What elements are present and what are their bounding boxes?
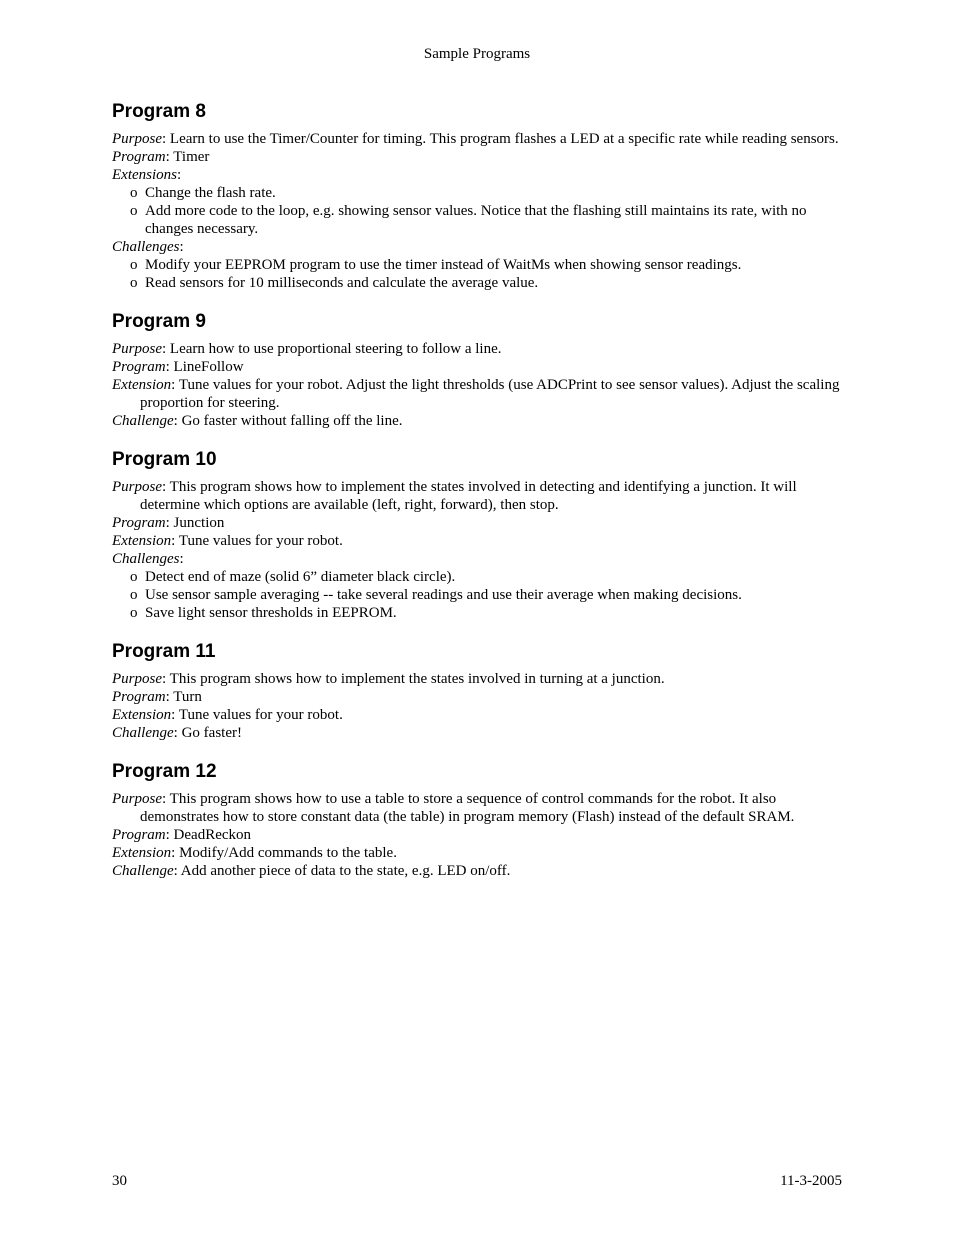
list-item bbox=[130, 568, 842, 586]
field-value: Modify/Add commands to the table. bbox=[179, 845, 397, 861]
list-item bbox=[130, 184, 842, 202]
field-label: Extension bbox=[112, 707, 172, 723]
field-label: Extension bbox=[112, 533, 172, 549]
section-heading: Program 12 bbox=[112, 761, 217, 782]
field-value: Learn to use the Timer/Counter for timing. This program flashes a LED at a specific rate while reading sensors. bbox=[169, 131, 839, 147]
field-line: Challenges: bbox=[112, 239, 184, 255]
list-item bbox=[130, 274, 842, 292]
field-line: Challenge: Go faster without falling off the line. bbox=[112, 413, 403, 429]
bullet-icon: o bbox=[130, 587, 138, 603]
field-line: Purpose: Learn to use the Timer/Counter for timing. This program flashes a LED at a specific rate while reading sensors. bbox=[112, 131, 839, 147]
field-line: Purpose: Learn how to use proportional steering to follow a line. bbox=[112, 341, 502, 357]
program-section bbox=[112, 760, 842, 880]
field-label: Extensions bbox=[112, 167, 177, 183]
bullet-icon: o bbox=[130, 203, 138, 219]
field-line: Purpose: This program shows how to implement the states involved in turning at a junction. bbox=[112, 671, 665, 687]
field-label: Purpose bbox=[112, 671, 162, 687]
running-head: Sample Programs bbox=[423, 46, 531, 62]
bullet-list bbox=[112, 568, 842, 622]
field-label: Program bbox=[112, 359, 166, 375]
field-line: Purpose: This program shows how to use a table to store a sequence of control commands for the robot. It also demonstrates how to store constant data (the table) in program memory (Flash) instead of the default SRAM. bbox=[112, 791, 795, 825]
field-value: Add another piece of data to the state, e.g. LED on/off. bbox=[180, 863, 511, 879]
list-item-text: Read sensors for 10 milliseconds and calculate the average value. bbox=[145, 275, 539, 291]
field-value: DeadReckon bbox=[173, 827, 252, 843]
bullet-icon: o bbox=[130, 185, 138, 201]
field-label: Purpose bbox=[112, 131, 162, 147]
field-label: Challenge bbox=[112, 413, 174, 429]
list-item bbox=[130, 202, 842, 238]
field-value: Go faster without falling off the line. bbox=[181, 413, 403, 429]
field-label: Purpose bbox=[112, 479, 162, 495]
field-line: Challenge: Add another piece of data to the state, e.g. LED on/off. bbox=[112, 863, 511, 879]
list-item-text: Use sensor sample averaging -- take several readings and use their average when making decisions. bbox=[145, 587, 742, 603]
field-label: Purpose bbox=[112, 791, 162, 807]
bullet-list bbox=[112, 256, 842, 292]
program-section bbox=[112, 310, 842, 430]
field-line: Challenges: bbox=[112, 551, 184, 567]
field-label: Program bbox=[112, 689, 166, 705]
field-value: LineFollow bbox=[173, 359, 244, 375]
field-label: Purpose bbox=[112, 341, 162, 357]
field-value: This program shows how to implement the states involved in turning at a junction. bbox=[169, 671, 665, 687]
bullet-list bbox=[112, 184, 842, 238]
field-line: Extension: Tune values for your robot. Adjust the light thresholds (use ADCPrint to see sensor values). Adjust the scaling proportion for steering. bbox=[112, 377, 840, 411]
field-line: Extensions: bbox=[112, 167, 182, 183]
field-label: Program bbox=[112, 515, 166, 531]
field-line: Extension: Tune values for your robot. bbox=[112, 533, 343, 549]
field-label: Challenge bbox=[112, 725, 174, 741]
field-value: Junction bbox=[173, 515, 225, 531]
field-line: Extension: Tune values for your robot. bbox=[112, 707, 343, 723]
bullet-icon: o bbox=[130, 257, 138, 273]
field-label: Extension bbox=[112, 377, 172, 393]
page-number: 30 bbox=[112, 1173, 127, 1189]
field-line: Program: LineFollow bbox=[112, 359, 244, 375]
list-item-text: Detect end of maze (solid 6” diameter black circle). bbox=[145, 569, 456, 585]
field-label: Challenges bbox=[112, 239, 180, 255]
list-item bbox=[130, 586, 842, 604]
bullet-icon: o bbox=[130, 605, 138, 621]
footer-date: 11-3-2005 bbox=[780, 1173, 842, 1189]
field-label: Program bbox=[112, 827, 166, 843]
list-item-text: Modify your EEPROM program to use the timer instead of WaitMs when showing sensor readings. bbox=[145, 257, 742, 273]
list-item-text: Add more code to the loop, e.g. showing sensor values. Notice that the flashing still maintains its rate, with no changes necessary. bbox=[145, 203, 807, 237]
field-label: Challenge bbox=[112, 863, 174, 879]
program-section bbox=[112, 448, 842, 622]
program-section bbox=[112, 640, 842, 742]
page-content bbox=[112, 100, 842, 898]
program-section bbox=[112, 100, 842, 292]
list-item-text: Change the flash rate. bbox=[145, 185, 276, 201]
field-line: Program: Junction bbox=[112, 515, 225, 531]
field-line: Challenge: Go faster! bbox=[112, 725, 242, 741]
bullet-icon: o bbox=[130, 275, 138, 291]
field-value: Tune values for your robot. Adjust the light thresholds (use ADCPrint to see sensor values). Adjust the scaling proportion for steering. bbox=[140, 377, 840, 411]
field-line: Extension: Modify/Add commands to the table. bbox=[112, 845, 397, 861]
field-value: Tune values for your robot. bbox=[178, 533, 343, 549]
list-item bbox=[130, 256, 842, 274]
section-heading: Program 9 bbox=[112, 311, 206, 332]
field-value: Go faster! bbox=[181, 725, 242, 741]
field-value: Timer bbox=[173, 149, 210, 165]
field-label: Extension bbox=[112, 845, 172, 861]
field-label: Program bbox=[112, 149, 166, 165]
field-value: Tune values for your robot. bbox=[178, 707, 343, 723]
field-line: Program: Timer bbox=[112, 149, 210, 165]
field-value: Learn how to use proportional steering to follow a line. bbox=[169, 341, 502, 357]
field-line: Program: Turn bbox=[112, 689, 202, 705]
bullet-icon: o bbox=[130, 569, 138, 585]
section-heading: Program 11 bbox=[112, 641, 216, 662]
field-value: This program shows how to implement the states involved in detecting and identifying a junction. It will determine which options are available (left, right, forward), then stop. bbox=[140, 479, 797, 513]
list-item bbox=[130, 604, 842, 622]
field-label: Challenges bbox=[112, 551, 180, 567]
field-value: Turn bbox=[173, 689, 202, 705]
list-item-text: Save light sensor thresholds in EEPROM. bbox=[145, 605, 397, 621]
section-heading: Program 10 bbox=[112, 449, 217, 470]
field-line: Program: DeadReckon bbox=[112, 827, 252, 843]
field-line: Purpose: This program shows how to implement the states involved in detecting and identifying a junction. It will determine which options are available (left, right, forward), then stop. bbox=[112, 479, 797, 513]
section-heading: Program 8 bbox=[112, 101, 206, 122]
field-value: This program shows how to use a table to store a sequence of control commands for the robot. It also demonstrates how to store constant data (the table) in program memory (Flash) instead of the default SRAM. bbox=[140, 791, 795, 825]
